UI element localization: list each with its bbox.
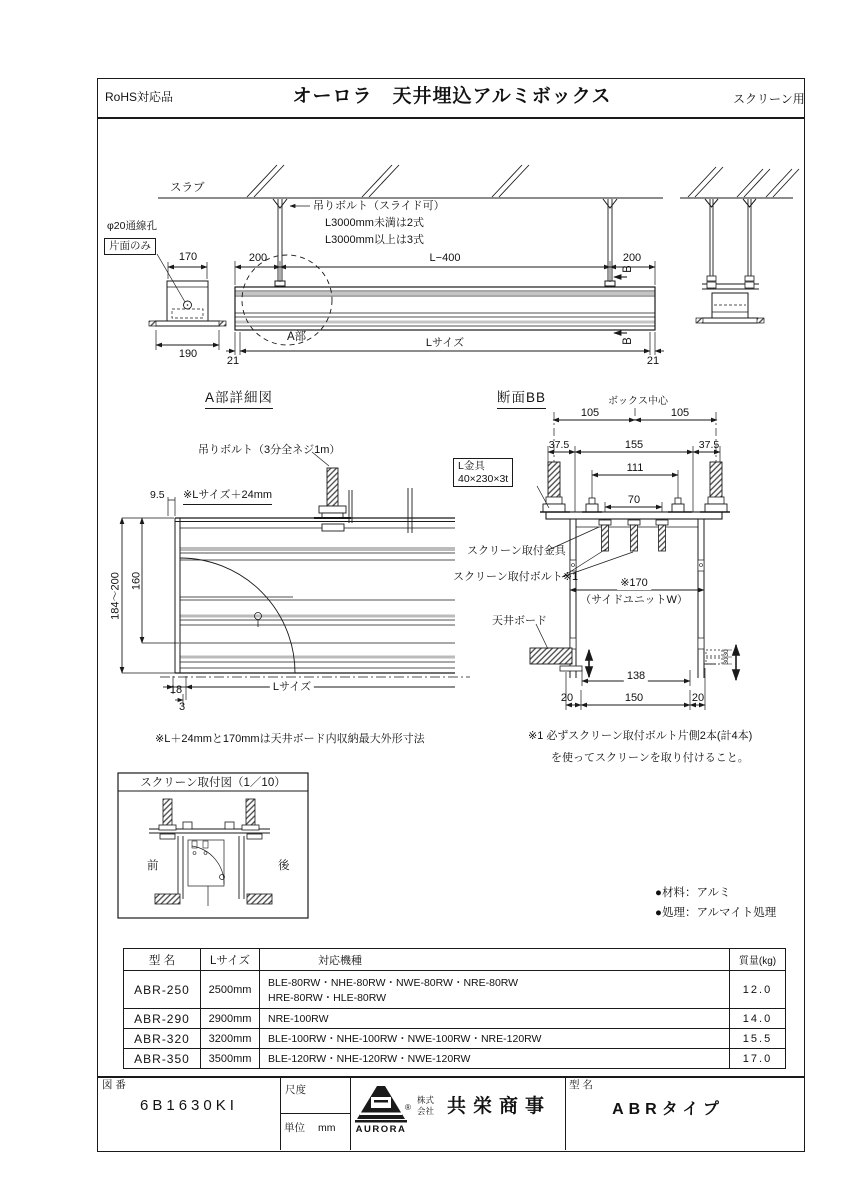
dim-111-label: 111 <box>626 462 644 474</box>
side-unit-label: （サイドユニットW） <box>580 594 688 606</box>
dim-lsize-plus24-label: ※Lサイズ＋24mm <box>183 489 272 505</box>
unit-value: mm <box>318 1122 336 1134</box>
dim-3-label: 3 <box>178 701 186 713</box>
detail-a-title: A部詳細図 <box>205 390 273 409</box>
dim-18-label: 18 <box>169 684 183 696</box>
company-prefix-2: 会社 <box>417 1106 435 1116</box>
back-label: 後 <box>278 860 290 872</box>
company-prefix-1: 株式 <box>417 1095 435 1105</box>
col-header-weight: 質量(kg) <box>730 949 786 971</box>
cell-lsize: 2900mm <box>201 1009 260 1029</box>
company-name: 共栄商事 <box>447 1096 552 1117</box>
cell-weight: 15.5 <box>730 1029 786 1049</box>
dim-37-5-right-label: 37.5 <box>698 439 720 451</box>
dim-170-label: 170 <box>178 251 198 263</box>
mount-figure-lines <box>118 773 308 918</box>
cell-lsize: 2500mm <box>201 971 260 1009</box>
sheet-title: オーロラ 天井埋込アルミボックス <box>292 86 612 107</box>
dim-lsize-top-label: Lサイズ <box>423 337 467 350</box>
cell-weight: 17.0 <box>730 1049 786 1069</box>
hanging-bolt-note-1: 吊りボルト（スライド可） <box>313 200 445 212</box>
registered-mark: ® <box>405 1103 411 1112</box>
dim-190-label: 190 <box>178 348 198 360</box>
section-marker-b-bottom: B <box>622 337 635 345</box>
cell-compat-line1: BLE-80RW・NHE-80RW・NWE-80RW・NRE-80RW <box>268 976 519 989</box>
cell-compat: NRE-100RW <box>260 1009 730 1029</box>
cell-weight: 14.0 <box>730 1009 786 1029</box>
ceiling-board-label: 天井ボード <box>492 615 547 627</box>
dim-lsize-detail-label: Lサイズ <box>270 681 314 694</box>
cell-weight: 12.0 <box>730 971 786 1009</box>
cell-model: ABR-350 <box>124 1049 201 1069</box>
cell-compat-line2: HRE-80RW・HLE-80RW <box>268 991 387 1004</box>
detail-bolt-label: 吊りボルト（3分全ネジ1m） <box>198 444 341 456</box>
box-center-label: ボックス中心 <box>608 396 668 407</box>
screen-bracket-label: スクリーン取付金具 <box>467 545 566 557</box>
dim-170-width-label: ※170 <box>617 577 651 590</box>
front-label: 前 <box>147 860 159 872</box>
top-view-lines <box>149 165 799 355</box>
material-note: ●材料：アルミ <box>655 887 731 899</box>
cell-compat: BLE-100RW・NHE-100RW・NWE-100RW・NRE-120RW <box>260 1029 730 1049</box>
table-row <box>124 971 786 1009</box>
dim-20-right-label: 20 <box>691 692 705 704</box>
dim-20-left-label: 20 <box>560 692 574 704</box>
dim-70-label: 70 <box>627 494 641 506</box>
cell-model: ABR-320 <box>124 1029 201 1049</box>
cell-model: ABR-290 <box>124 1009 201 1029</box>
detail-a-lines <box>122 452 470 705</box>
dim-37-5-left-label: 37.5 <box>548 439 570 451</box>
cell-lsize: 3200mm <box>201 1029 260 1049</box>
section-bb-lines <box>530 408 736 710</box>
dim-21-right-label: 21 <box>646 355 660 367</box>
dim-21-left-label: 21 <box>226 355 240 367</box>
hanging-bolt-note-2: L3000mm未満は2式 <box>325 217 425 229</box>
col-header-compat: 対応機種 <box>260 949 730 971</box>
dim-160-label: 160 <box>130 571 143 591</box>
dim-155-label: 155 <box>624 439 644 451</box>
drawing-number-label: 図 番 <box>102 1079 126 1091</box>
section-marker-b-top: B <box>622 265 635 273</box>
detail-a-note: ※L＋24mmと170mmは天井ボード内収納最大外形寸法 <box>155 733 425 745</box>
hanging-bolt-note-3: L3000mm以上は3式 <box>325 234 425 246</box>
dim-105-right-label: 105 <box>670 407 690 419</box>
model-name-value: ABRタイプ <box>612 1101 724 1118</box>
mount-figure-title: スクリーン取付図（1／10） <box>140 777 286 789</box>
dim-200-right-label: 200 <box>622 252 642 264</box>
logo-text: AURORA <box>355 1124 407 1135</box>
finish-note: ●処理：アルマイト処理 <box>655 907 777 919</box>
rohs-label: RoHS対応品 <box>105 90 174 104</box>
dim-9-5-label: 9.5 <box>150 489 165 501</box>
scale-label: 尺度 <box>285 1084 306 1096</box>
model-name-label: 型 名 <box>569 1079 593 1091</box>
dim-150-label: 150 <box>624 692 644 704</box>
col-header-model: 型 名 <box>124 949 201 971</box>
detail-a-callout-label: A部 <box>287 331 307 343</box>
table-row <box>124 1049 786 1069</box>
table-row <box>124 1009 786 1029</box>
l-bracket-label-line2: 40×230×3t <box>458 472 509 485</box>
cell-model: ABR-250 <box>124 971 201 1009</box>
table-row <box>124 1029 786 1049</box>
section-bb-note-2: を使ってスクリーンを取り付けること。 <box>551 752 749 764</box>
cell-lsize: 3500mm <box>201 1049 260 1069</box>
unit-label: 単位 <box>284 1122 305 1134</box>
dim-138-label: 138 <box>624 670 648 683</box>
cell-compat <box>260 971 730 1009</box>
col-header-lsize: Lサイズ <box>201 949 260 971</box>
slab-label: スラブ <box>170 182 205 194</box>
section-bb-title: 断面BB <box>497 390 546 409</box>
dim-200-left-label: 200 <box>248 252 268 264</box>
wire-hole-label: φ20通線孔 <box>107 220 157 232</box>
l-bracket-label-line1: L金具 <box>458 460 485 472</box>
section-bb-note-1: ※1 必ずスクリーン取付ボルト片側2本(計4本) <box>528 730 753 742</box>
aurora-logo-mark <box>355 1086 407 1123</box>
dim-184-200-label: 184～200 <box>109 572 122 620</box>
usage-label: スクリーン用 <box>733 92 805 106</box>
drawing-number-value: 6B1630KI <box>140 1097 238 1114</box>
dim-105-left-label: 105 <box>580 407 600 419</box>
dim-30-upper-label: 30 <box>723 649 731 657</box>
dim-l400-label: L−400 <box>429 252 461 264</box>
one-side-only-label: 片面のみ <box>104 238 156 255</box>
l-bracket-label <box>453 458 513 487</box>
dim-30-lower-label: 30 <box>723 657 731 665</box>
screen-bolt-label: スクリーン取付ボルト※1 <box>453 571 579 583</box>
spec-table <box>123 948 786 1069</box>
cell-compat: BLE-120RW・NHE-120RW・NWE-120RW <box>260 1049 730 1069</box>
